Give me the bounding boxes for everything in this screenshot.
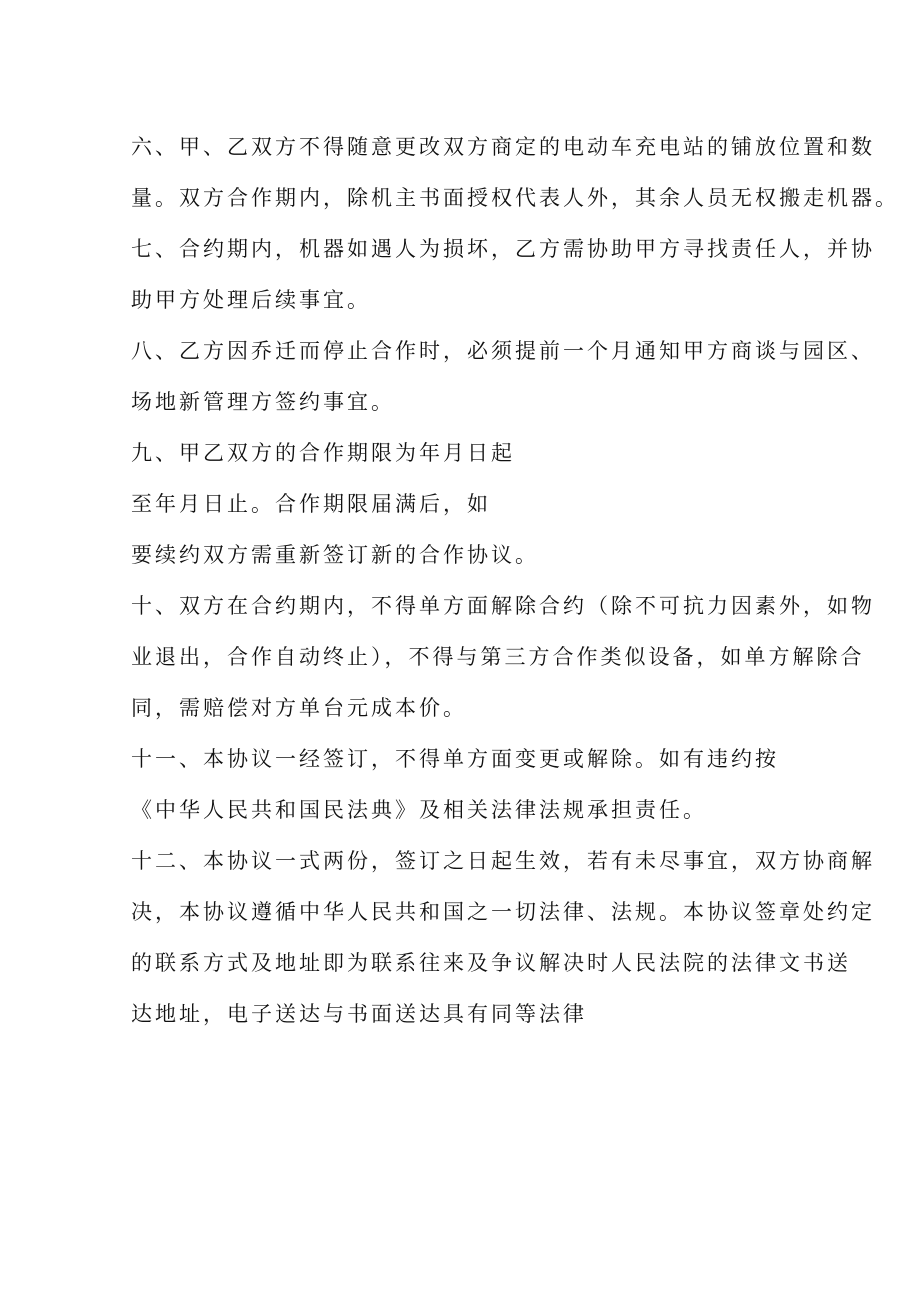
clause-7-line-2: 助甲方处理后续事宜。 — [131, 288, 371, 312]
clause-12-line-1: 十二、本协议一式两份，签订之日起生效，若有未尽事宜，双方协商解 — [131, 849, 875, 873]
agreement-text — [131, 127, 901, 1045]
clause-6-line-2: 量。双方合作期内，除机主书面授权代表人外，其余人员无权搬走机器。 — [131, 186, 899, 210]
clause-8-line-2: 场地新管理方签约事宜。 — [131, 390, 395, 414]
clause-11-line-2: 《中华人民共和国民法典》及相关法律法规承担责任。 — [131, 798, 707, 822]
clause-10-line-2: 业退出，合作自动终止），不得与第三方合作类似设备，如单方解除合 — [131, 645, 865, 669]
clause-9-line-3: 要续约双方需重新签订新的合作协议。 — [131, 543, 539, 567]
clause-10-line-3: 同，需赔偿对方单台元成本价。 — [131, 696, 467, 720]
clause-8-line-1: 八、乙方因乔迁而停止合作时，必须提前一个月通知甲方商谈与园区、 — [131, 339, 875, 363]
clause-9-line-2: 至年月日止。合作期限届满后，如 — [131, 492, 491, 516]
clause-11-line-1: 十一、本协议一经签订，不得单方面变更或解除。如有违约按 — [131, 747, 779, 771]
clause-12-line-2: 决，本协议遵循中华人民共和国之一切法律、法规。本协议签章处约定 — [131, 900, 875, 924]
clause-10-line-1: 十、双方在合约期内，不得单方面解除合约（除不可抗力因素外，如物 — [131, 594, 875, 618]
clause-12-line-4: 达地址，电子送达与书面送达具有同等法律 — [131, 1002, 587, 1026]
clause-12-line-3: 的联系方式及地址即为联系往来及争议解决时人民法院的法律文书送 — [131, 951, 851, 975]
clause-6-line-1: 六、甲、乙双方不得随意更改双方商定的电动车充电站的铺放位置和数 — [131, 135, 875, 159]
clause-9-line-1: 九、甲乙双方的合作期限为年月日起 — [131, 441, 515, 465]
clause-7-line-1: 七、合约期内，机器如遇人为损坏，乙方需协助甲方寻找责任人，并协 — [131, 237, 875, 261]
